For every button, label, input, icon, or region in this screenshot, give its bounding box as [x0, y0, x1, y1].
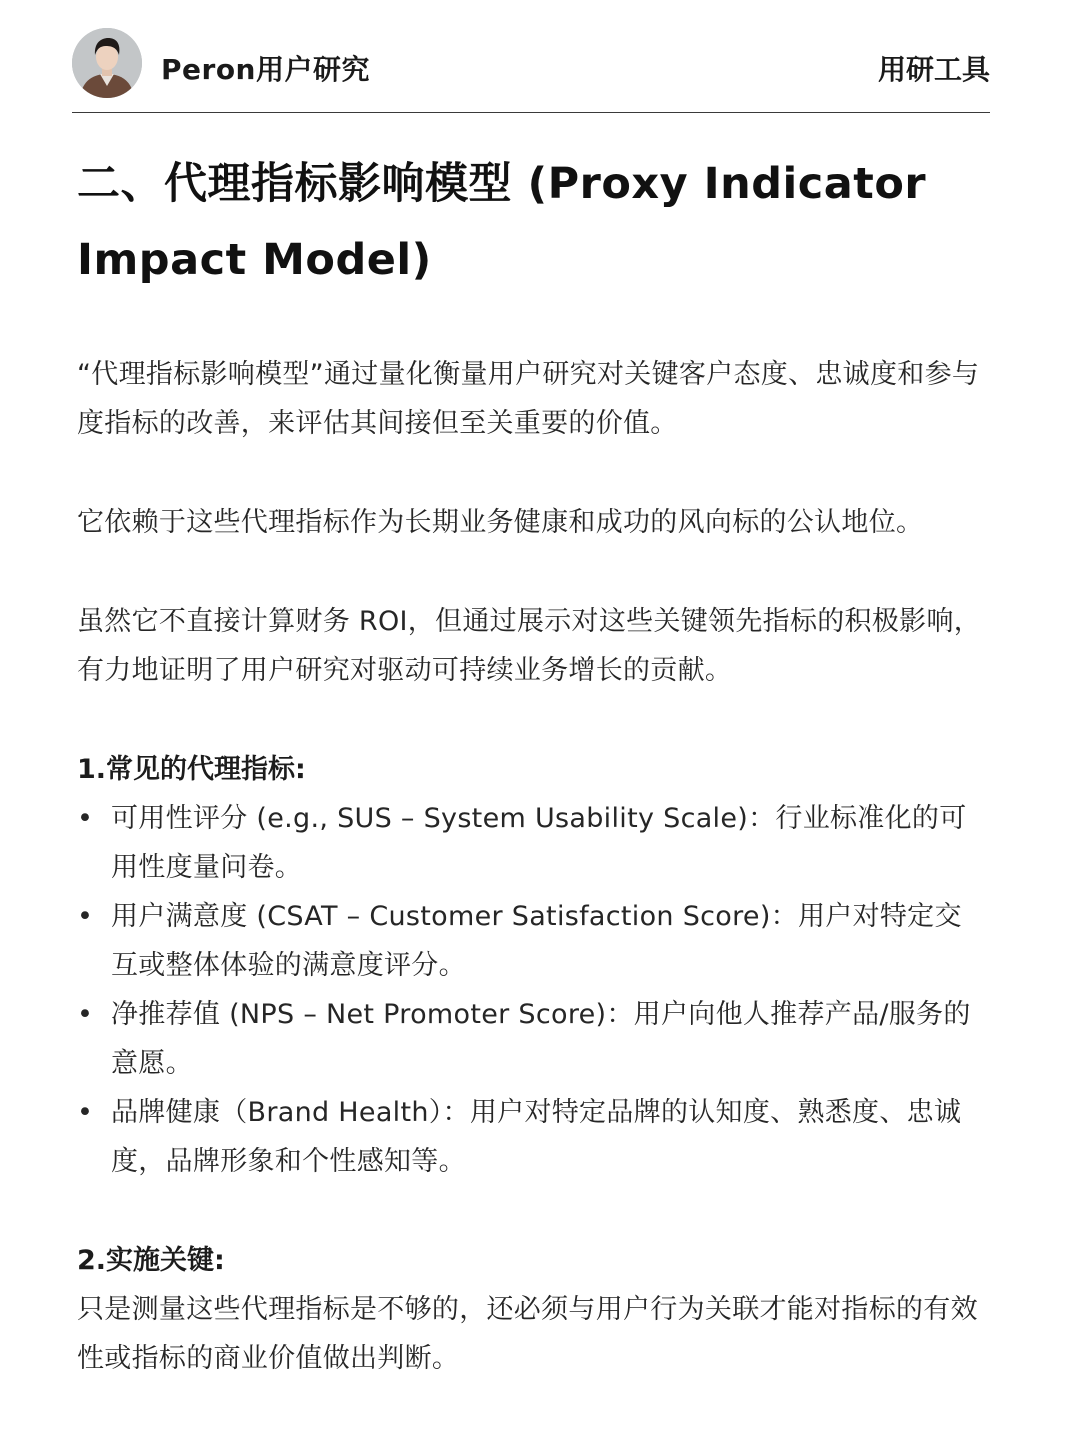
article-body — [77, 146, 989, 1383]
avatar[interactable] — [72, 28, 142, 98]
bullet-list — [77, 794, 989, 1186]
section-heading: 2.实施关键: — [77, 1245, 225, 1276]
intro-paragraph: “代理指标影响模型”通过量化衡量用户研究对关键客户态度、忠诚度和参与度指标的改善，来评估其间接但至关重要的价值。 — [77, 359, 980, 439]
body-paragraph: 虽然它不直接计算财务 ROI，但通过展示对这些关键领先指标的积极影响，有力地证明了用户研究对驱动可持续业务增长的贡献。 — [77, 606, 982, 686]
list-item-text: 净推荐值 (NPS – Net Promoter Score)：用户向他人推荐产品/服务的意愿。 — [111, 999, 971, 1079]
list-item-text: 用户满意度 (CSAT – Customer Satisfaction Score)：用户对特定交互或整体体验的满意度评分。 — [111, 901, 962, 981]
list-item — [77, 1088, 989, 1186]
author-name[interactable]: Peron用户研究 — [161, 53, 370, 86]
section-body: 只是测量这些代理指标是不够的，还必须与用户行为关联才能对指标的有效性或指标的商业价值做出判断。 — [77, 1294, 978, 1374]
bullet-icon: • — [77, 1097, 94, 1128]
header-bar — [72, 26, 990, 113]
body-paragraph: 它依赖于这些代理指标作为长期业务健康和成功的风向标的公认地位。 — [77, 507, 924, 538]
bullet-icon: • — [77, 803, 94, 834]
section-heading: 1.常见的代理指标: — [77, 754, 306, 785]
page-title: 二、代理指标影响模型 (Proxy Indicator Impact Model) — [77, 159, 927, 285]
header-tag[interactable]: 用研工具 — [877, 53, 990, 86]
list-item — [77, 990, 989, 1088]
list-item — [77, 794, 989, 892]
list-item-text: 品牌健康（Brand Health）：用户对特定品牌的认知度、熟悉度、忠诚度，品牌形象和个性感知等。 — [111, 1097, 962, 1177]
bullet-icon: • — [77, 901, 94, 932]
list-item-text: 可用性评分 (e.g., SUS – System Usability Scale)：行业标准化的可用性度量问卷。 — [111, 803, 967, 883]
bullet-icon: • — [77, 999, 94, 1030]
list-item — [77, 892, 989, 990]
person-portrait-avatar-icon — [72, 28, 142, 98]
